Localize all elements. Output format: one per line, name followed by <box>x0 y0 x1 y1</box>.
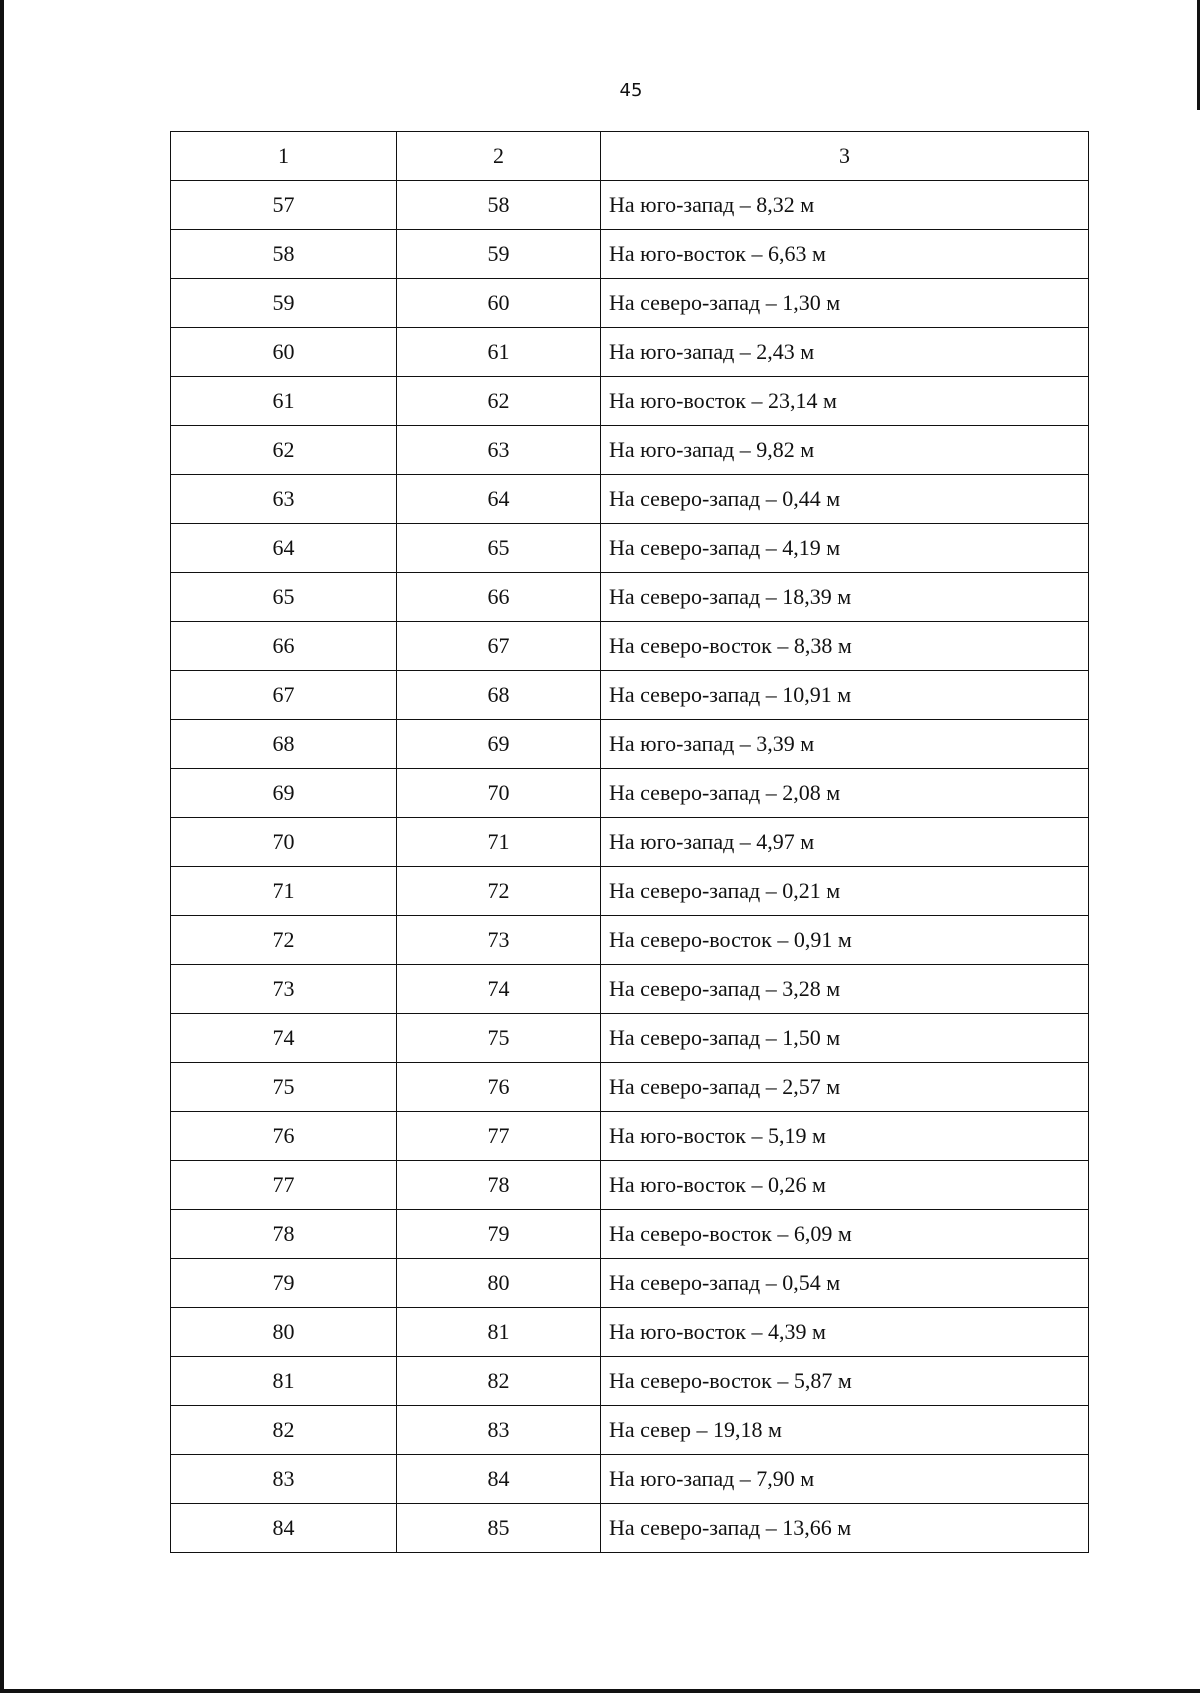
to-point-cell: 61 <box>397 328 601 377</box>
direction-distance-cell: На северо-запад – 0,44 м <box>601 475 1089 524</box>
from-point-cell: 70 <box>171 818 397 867</box>
table-row <box>171 475 1089 524</box>
from-point-cell: 64 <box>171 524 397 573</box>
to-point-cell: 60 <box>397 279 601 328</box>
direction-distance-cell: На юго-запад – 2,43 м <box>601 328 1089 377</box>
coordinates-table <box>170 131 1089 1553</box>
from-point-cell: 58 <box>171 230 397 279</box>
direction-distance-cell: На юго-восток – 23,14 м <box>601 377 1089 426</box>
table-row <box>171 1210 1089 1259</box>
table-row <box>171 1112 1089 1161</box>
table-row <box>171 573 1089 622</box>
from-point-cell: 84 <box>171 1504 397 1553</box>
to-point-cell: 66 <box>397 573 601 622</box>
from-point-cell: 75 <box>171 1063 397 1112</box>
table-row <box>171 720 1089 769</box>
from-point-cell: 71 <box>171 867 397 916</box>
to-point-cell: 71 <box>397 818 601 867</box>
from-point-cell: 80 <box>171 1308 397 1357</box>
direction-distance-cell: На северо-запад – 2,57 м <box>601 1063 1089 1112</box>
from-point-cell: 81 <box>171 1357 397 1406</box>
table-body <box>171 132 1089 1553</box>
direction-distance-cell: На северо-восток – 5,87 м <box>601 1357 1089 1406</box>
table-row <box>171 1406 1089 1455</box>
direction-distance-cell: На северо-запад – 0,54 м <box>601 1259 1089 1308</box>
table-row <box>171 1259 1089 1308</box>
table-row <box>171 1161 1089 1210</box>
from-point-cell: 59 <box>171 279 397 328</box>
table-row <box>171 818 1089 867</box>
from-point-cell: 82 <box>171 1406 397 1455</box>
to-point-cell: 78 <box>397 1161 601 1210</box>
to-point-cell: 58 <box>397 181 601 230</box>
direction-distance-cell: На юго-запад – 7,90 м <box>601 1455 1089 1504</box>
direction-distance-cell: На юго-запад – 4,97 м <box>601 818 1089 867</box>
table-row <box>171 1455 1089 1504</box>
table-row <box>171 426 1089 475</box>
from-point-cell: 62 <box>171 426 397 475</box>
from-point-cell: 68 <box>171 720 397 769</box>
table-row <box>171 1308 1089 1357</box>
header-cell-2: 2 <box>397 132 601 181</box>
direction-distance-cell: На юго-запад – 8,32 м <box>601 181 1089 230</box>
table-row <box>171 377 1089 426</box>
table-row <box>171 1014 1089 1063</box>
direction-distance-cell: На северо-запад – 0,21 м <box>601 867 1089 916</box>
table-row <box>171 769 1089 818</box>
from-point-cell: 76 <box>171 1112 397 1161</box>
to-point-cell: 84 <box>397 1455 601 1504</box>
direction-distance-cell: На северо-запад – 4,19 м <box>601 524 1089 573</box>
direction-distance-cell: На северо-запад – 10,91 м <box>601 671 1089 720</box>
direction-distance-cell: На северо-запад – 13,66 м <box>601 1504 1089 1553</box>
from-point-cell: 61 <box>171 377 397 426</box>
table-row <box>171 671 1089 720</box>
to-point-cell: 68 <box>397 671 601 720</box>
from-point-cell: 67 <box>171 671 397 720</box>
direction-distance-cell: На северо-запад – 18,39 м <box>601 573 1089 622</box>
to-point-cell: 62 <box>397 377 601 426</box>
table-row <box>171 230 1089 279</box>
from-point-cell: 83 <box>171 1455 397 1504</box>
table-row <box>171 328 1089 377</box>
from-point-cell: 69 <box>171 769 397 818</box>
table-row <box>171 916 1089 965</box>
to-point-cell: 59 <box>397 230 601 279</box>
to-point-cell: 73 <box>397 916 601 965</box>
table-row <box>171 1504 1089 1553</box>
table-row <box>171 1357 1089 1406</box>
to-point-cell: 85 <box>397 1504 601 1553</box>
from-point-cell: 74 <box>171 1014 397 1063</box>
direction-distance-cell: На северо-восток – 0,91 м <box>601 916 1089 965</box>
to-point-cell: 72 <box>397 867 601 916</box>
from-point-cell: 73 <box>171 965 397 1014</box>
to-point-cell: 83 <box>397 1406 601 1455</box>
from-point-cell: 78 <box>171 1210 397 1259</box>
direction-distance-cell: На юго-восток – 0,26 м <box>601 1161 1089 1210</box>
from-point-cell: 60 <box>171 328 397 377</box>
direction-distance-cell: На юго-запад – 9,82 м <box>601 426 1089 475</box>
direction-distance-cell: На северо-запад – 1,50 м <box>601 1014 1089 1063</box>
table-row <box>171 279 1089 328</box>
scan-edge-bottom <box>0 1689 1200 1693</box>
direction-distance-cell: На юго-восток – 4,39 м <box>601 1308 1089 1357</box>
direction-distance-cell: На север – 19,18 м <box>601 1406 1089 1455</box>
header-cell-3: 3 <box>601 132 1089 181</box>
direction-distance-cell: На северо-восток – 8,38 м <box>601 622 1089 671</box>
to-point-cell: 77 <box>397 1112 601 1161</box>
table-row <box>171 181 1089 230</box>
header-cell-1: 1 <box>171 132 397 181</box>
to-point-cell: 75 <box>397 1014 601 1063</box>
direction-distance-cell: На северо-восток – 6,09 м <box>601 1210 1089 1259</box>
table-row <box>171 965 1089 1014</box>
to-point-cell: 76 <box>397 1063 601 1112</box>
from-point-cell: 79 <box>171 1259 397 1308</box>
page-number: 45 <box>619 80 643 101</box>
to-point-cell: 69 <box>397 720 601 769</box>
from-point-cell: 65 <box>171 573 397 622</box>
to-point-cell: 67 <box>397 622 601 671</box>
to-point-cell: 74 <box>397 965 601 1014</box>
to-point-cell: 65 <box>397 524 601 573</box>
from-point-cell: 66 <box>171 622 397 671</box>
from-point-cell: 57 <box>171 181 397 230</box>
direction-distance-cell: На юго-восток – 5,19 м <box>601 1112 1089 1161</box>
to-point-cell: 80 <box>397 1259 601 1308</box>
direction-distance-cell: На юго-восток – 6,63 м <box>601 230 1089 279</box>
from-point-cell: 72 <box>171 916 397 965</box>
scan-edge-left <box>0 0 4 1693</box>
to-point-cell: 81 <box>397 1308 601 1357</box>
direction-distance-cell: На юго-запад – 3,39 м <box>601 720 1089 769</box>
table-row <box>171 524 1089 573</box>
table-row <box>171 622 1089 671</box>
to-point-cell: 82 <box>397 1357 601 1406</box>
direction-distance-cell: На северо-запад – 3,28 м <box>601 965 1089 1014</box>
table-row <box>171 867 1089 916</box>
to-point-cell: 63 <box>397 426 601 475</box>
to-point-cell: 79 <box>397 1210 601 1259</box>
to-point-cell: 64 <box>397 475 601 524</box>
from-point-cell: 77 <box>171 1161 397 1210</box>
direction-distance-cell: На северо-запад – 2,08 м <box>601 769 1089 818</box>
direction-distance-cell: На северо-запад – 1,30 м <box>601 279 1089 328</box>
table-header-row <box>171 132 1089 181</box>
from-point-cell: 63 <box>171 475 397 524</box>
table-row <box>171 1063 1089 1112</box>
to-point-cell: 70 <box>397 769 601 818</box>
